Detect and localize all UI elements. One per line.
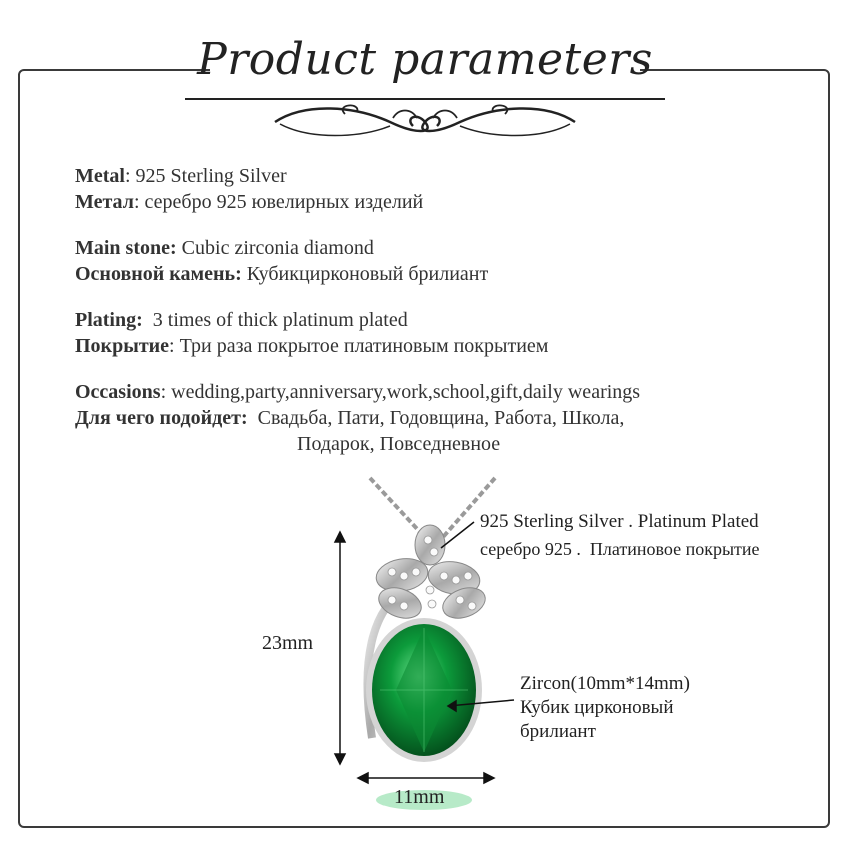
stone-callout-ru-2: брилиант	[520, 721, 596, 742]
width-dimension-label: 11mm	[394, 786, 445, 808]
plating-callout-ru: серебро 925 . Платиновое покрытие	[480, 539, 760, 559]
page-title: Product parameters	[197, 34, 653, 85]
main-stone-ru: Основной камень: Кубикцирконовый брилиант	[75, 263, 489, 285]
occasions-en: Occasions: wedding,party,anniversary,work,school,gift,daily wearings	[75, 381, 641, 403]
metal-en: Metal: 925 Sterling Silver	[75, 165, 287, 187]
occasions-ru: Для чего подойдет: Свадьба, Пати, Годовщина, Работа, Школа,	[75, 407, 625, 429]
plating-callout-en: 925 Sterling Silver . Platinum Plated	[480, 511, 759, 532]
plating-ru: Покрытие: Три раза покрытое платиновым покрытием	[75, 335, 549, 357]
main-stone-en: Main stone: Cubic zirconia diamond	[75, 237, 374, 259]
height-dimension-label: 23mm	[262, 632, 314, 654]
occasions-ru-cont: Подарок, Повседневное	[297, 433, 501, 455]
metal-ru: Метал: серебро 925 ювелирных изделий	[75, 191, 424, 213]
plating-en: Plating: 3 times of thick platinum plated	[75, 309, 408, 331]
stone-callout-ru-1: Кубик цирконовый	[520, 697, 674, 718]
stone-callout-en: Zircon(10mm*14mm)	[520, 673, 690, 694]
